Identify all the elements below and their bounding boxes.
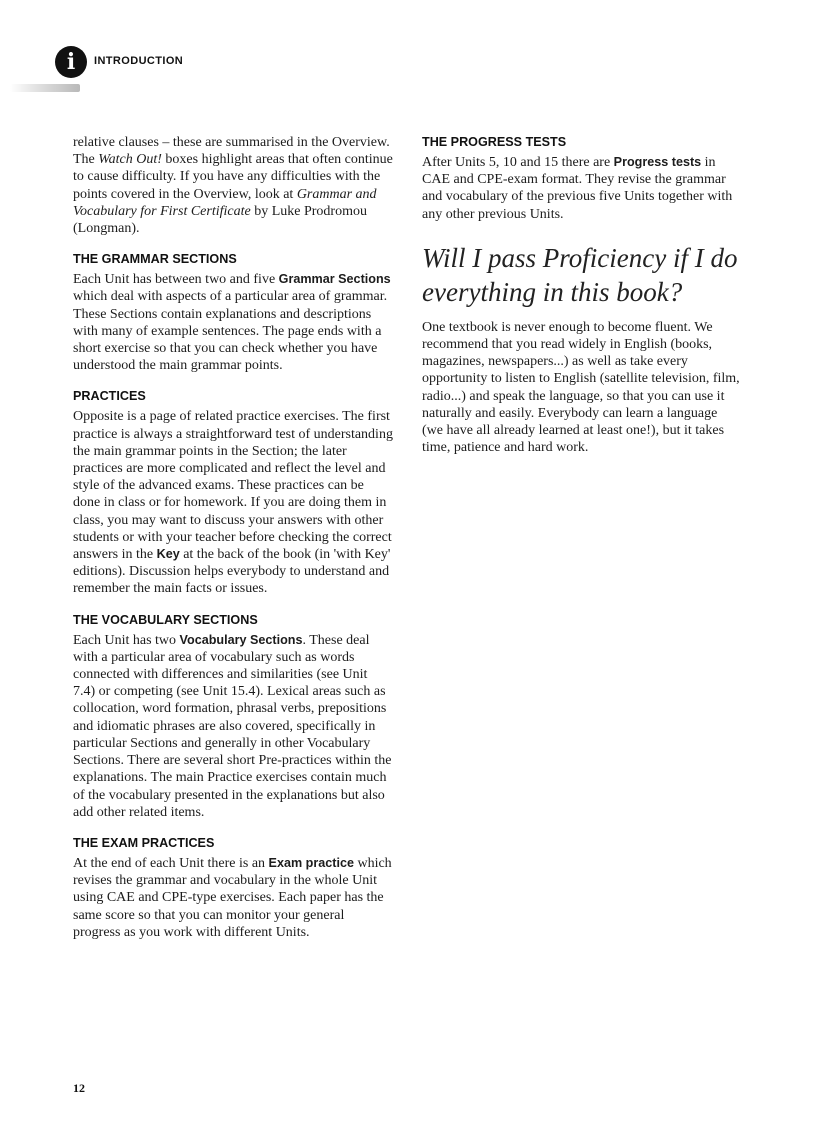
page-number: 12 bbox=[73, 1081, 85, 1095]
answer-paragraph: One textbook is never enough to become fluent. We recommend that you read widely in English (books, magazines, newspapers...) as well as take every opportunity to listen to English (satellite television, film, radio...) and speak the language, so that you can use it naturally and easily. Everybody can learn a language (we have all already learned at least one!), but it takes time, patience and hard work. bbox=[422, 319, 740, 456]
bold-term: Exam practice bbox=[268, 855, 354, 870]
text-run: which deal with aspects of a particular area of grammar. These Sections contain explanations and descriptions with many of example sentences. The page ends with a short exercise so that you can check whether you have understood the main grammar points. bbox=[73, 289, 388, 374]
text-run: At the end of each Unit there is an bbox=[73, 855, 269, 871]
info-icon: i bbox=[55, 46, 87, 78]
book-title: Grammar and Vocabulary for First Certificate bbox=[73, 186, 377, 219]
exam-heading: THE EXAM PRACTICES bbox=[73, 835, 215, 850]
exam-paragraph bbox=[73, 855, 393, 941]
header-decoration bbox=[10, 84, 80, 92]
text-run: After Units 5, 10 and 15 there are bbox=[422, 155, 614, 170]
progress-heading: THE PROGRESS TESTS bbox=[422, 135, 567, 149]
bold-term: Grammar Sections bbox=[278, 272, 391, 287]
right-column bbox=[422, 134, 740, 470]
text-run: Each Unit has two bbox=[73, 632, 180, 648]
vocabulary-paragraph bbox=[73, 632, 393, 821]
bold-term: Progress tests bbox=[613, 155, 702, 169]
text-run: in CAE and CPE-exam format. They revise the grammar and vocabulary of the previous five Units together with any other previous Units. bbox=[422, 155, 733, 222]
text-run: boxes highlight areas that often continue to cause difficulty. If you have any difficulties with the points covered in the Overview, look at bbox=[73, 152, 393, 202]
left-column bbox=[73, 134, 393, 955]
progress-paragraph bbox=[422, 154, 740, 223]
bold-term: Key bbox=[156, 547, 180, 562]
text-run: . These deal with a particular area of vocabulary such as words connected with differences and similarities (see Unit 7.4) or competing (see Unit 15.4). Lexical areas such as collocation, word formation, phrasal verbs, prepositions and idiomatic phrases are also covered, specifically in particular Sections and generally in other Vocabulary Sections. There are several short Pre-practices within the explanations. The main Practice exercises contain much of the vocabulary presented in the explanations but also add other related items. bbox=[73, 632, 392, 820]
text-run: Each Unit has between two and five bbox=[73, 272, 279, 288]
question-heading: Will I pass Proficiency if I do everything in this book? bbox=[422, 242, 738, 307]
bold-term: Vocabulary Sections bbox=[179, 632, 303, 647]
intro-paragraph bbox=[73, 134, 393, 237]
vocabulary-heading: THE VOCABULARY SECTIONS bbox=[73, 612, 258, 627]
text-run: which revises the grammar and vocabulary in the whole Unit using CAE and CPE-type exercises. Each paper has the same score so that you can monitor your general progress as you work with different Units. bbox=[73, 855, 392, 940]
text-run: by Luke Prodromou (Longman). bbox=[73, 203, 367, 237]
grammar-paragraph bbox=[73, 271, 393, 374]
text-run: at the back of the book (in 'with Key' editions). Discussion helps everybody to understand and remember the main facts or issues. bbox=[73, 547, 391, 597]
practices-paragraph bbox=[73, 408, 393, 597]
text-run: Opposite is a page of related practice exercises. The first practice is always a straightforward test of understanding the main grammar points in the Section; the later practices are more complicated and reflect the level and style of the advanced exams. These practices can be done in class or for homework. If you are doing them in class, you may want to discuss your answers with other students or with your teacher before checking the correct answers in the bbox=[73, 409, 393, 563]
italic-text: Watch Out! bbox=[98, 152, 162, 168]
practices-heading: PRACTICES bbox=[73, 389, 146, 404]
page-title: INTRODUCTION bbox=[94, 55, 184, 67]
text-run: relative clauses – these are summarised in the Overview. The bbox=[73, 135, 390, 168]
grammar-heading: THE GRAMMAR SECTIONS bbox=[73, 252, 237, 267]
